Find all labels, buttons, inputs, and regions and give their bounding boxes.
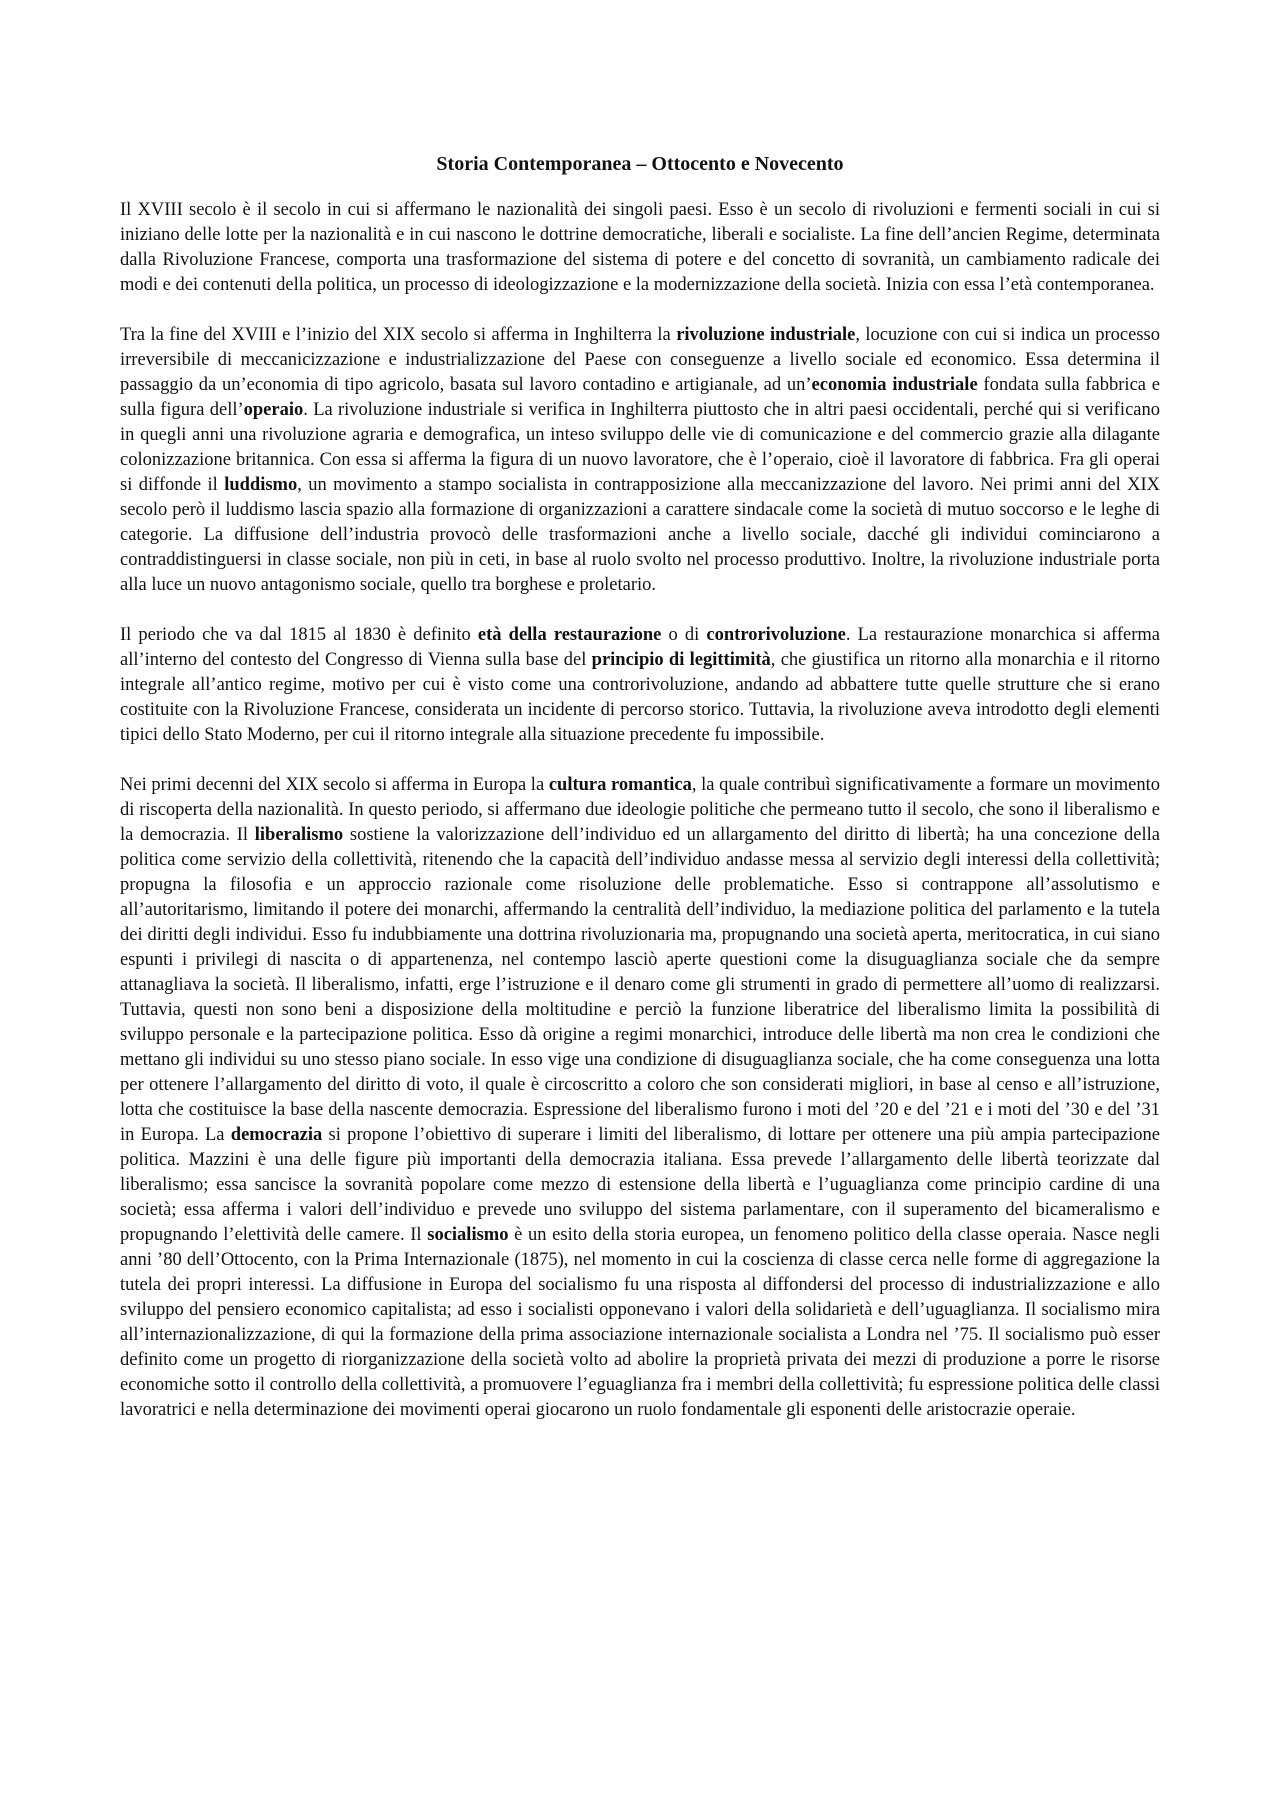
paragraph-text: si propone l’obiettivo di superare i limiti del liberalismo, di lottare per ottenere una più ampia partecipazione politica. Mazzini è una delle figure più importanti della democrazia italiana. Essa prevede l’allargamento delle libertà teorizzate dal liberalismo; essa sancisce la sovranità popolare come mezzo di estensione della libertà e l’uguaglianza come principio cardine di una società; essa afferma i valori dell’individuo e prevede uno sviluppo del sistema parlamentare, con il superamento del bicameralismo e propugnando l’elettività delle camere. Il	[120, 1125, 1160, 1245]
bold-term-operaio: operaio	[243, 400, 304, 420]
paragraph-text: Nei primi decenni del XIX secolo si afferma in Europa la	[120, 775, 549, 795]
paragraph-text: Il periodo che va dal 1815 al 1830 è definito	[120, 625, 478, 645]
bold-term-liberalismo: liberalismo	[254, 825, 344, 845]
paragraph-text: . La restaurazione monarchica si afferma all’interno del contesto del Congresso di Vienna sulla base del	[120, 625, 1161, 670]
bold-term-socialismo: socialismo	[427, 1225, 509, 1245]
paragraph-4	[120, 773, 1160, 1423]
paragraph-text: . La rivoluzione industriale si verifica in Inghilterra piuttosto che in altri paesi occidentali, perché qui si verificano in quegli anni una rivoluzione agraria e demografica, un inteso sviluppo delle vie di comunicazione e del commercio grazie alla dilagante colonizzazione britannica. Con essa si afferma la figura di un nuovo lavoratore, che è l’operaio, cioè il lavoratore di fabbrica. Fra gli operai si diffonde il	[120, 400, 1160, 495]
bold-term-eta-restaurazione: età della restaurazione	[477, 625, 662, 645]
paragraph-text: Il XVIII secolo è il secolo in cui si affermano le nazionalità dei singoli paesi. Esso è un secolo di rivoluzioni e fermenti sociali in cui si iniziano delle lotte per la nazionalità e in cui nascono le dottrine democratiche, liberali e socialiste. La fine dell’ancien Regime, determinata dalla Rivoluzione Francese, comporta una trasformazione del sistema di potere e del concetto di sovranità, un cambiamento radicale dei modi e dei contenuti della politica, un processo di ideologizzazione e la modernizzazione della società. Inizia con essa l’età contemporanea.	[120, 200, 1160, 295]
bold-term-economia-industriale: economia industriale	[811, 375, 978, 395]
bold-term-controrivoluzione: controrivoluzione	[706, 625, 846, 645]
bold-term-rivoluzione-industriale: rivoluzione industriale	[676, 325, 856, 345]
paragraph-text: sostiene la valorizzazione dell’individuo ed un allargamento del diritto di libertà; ha una concezione della politica come servizio della collettività, ritenendo che la capacità dell’individuo andasse messa al servizio degli interessi della collettività; propugna la filosofia e un approccio razionale come risoluzione delle problematiche. Esso si contrappone all’assolutismo e all’autoritarismo, limitando il potere dei monarchi, affermando la centralità dell’individuo, la mediazione politica del parlamento e la tutela dei diritti degli individui. Esso fu indubbiamente una dottrina rivoluzionaria ma, propugnando una società aperta, meritocratica, in cui siano espunti i privilegi di nascita o di appartenenza, nel contempo lasciò aperte questioni come la disuguaglianza sociale che da sempre attanagliava la società. Il liberalismo, infatti, erge l’istruzione e il denaro come gli strumenti in grado di permettere all’uomo di realizzarsi. Tuttavia, questi non sono beni a disposizione della moltitudine e perciò la funzione liberatrice del liberalismo limita la possibilità di sviluppo personale e la partecipazione politica. Esso dà origine a regimi monarchici, introduce delle libertà ma non crea le condizioni che mettano gli individui su uno stesso piano sociale. In esso vige una condizione di disuguaglianza sociale, che ha come conseguenza una lotta per ottenere l’allargamento del diritto di voto, il quale è circoscritto a coloro che son considerati migliori, in base al censo e all’istruzione, lotta che costituisce la base della nascente democrazia. Espressione del liberalismo furono i moti del ’20 e del ’21 e i moti del ’30 e del ’31 in Europa. La	[120, 825, 1160, 1145]
paragraph-text: , un movimento a stampo socialista in contrapposizione alla meccanizzazione del lavoro. Nei primi anni del XIX secolo però il luddismo lascia spazio alla formazione di organizzazioni a carattere sindacale come la società di mutuo soccorso e le leghe di categorie. La diffusione dell’industria provocò delle trasformazioni anche a livello sociale, dacché gli individui cominciarono a contraddistinguersi in classe sociale, non più in ceti, in base al ruolo svolto nel processo produttivo. Inoltre, la rivoluzione industriale porta alla luce un nuovo antagonismo sociale, quello tra borghese e proletario.	[120, 475, 1160, 595]
paragraph-text: , la quale contribuì significativamente a formare un movimento di riscoperta della nazionalità. In questo periodo, si affermano due ideologie politiche che permeano tutto il secolo, che sono il liberalismo e la democrazia. Il	[120, 775, 1161, 845]
bold-term-luddismo: luddismo	[224, 475, 298, 495]
paragraph-text: , locuzione con cui si indica un processo irreversibile di meccanicizzazione e industrializzazione del Paese con conseguenze a livello sociale ed economico. Essa determina il passaggio da un’economia di tipo agricolo, basata sul lavoro contadino e artigianale, ad un’	[120, 325, 1161, 395]
paragraph-text: è un esito della storia europea, un fenomeno politico della classe operaia. Nasce negli anni ’80 dell’Ottocento, con la Prima Internazionale (1875), nel momento in cui la coscienza di classe cerca nelle forme di aggregazione la tutela dei propri interessi. La diffusione in Europa del socialismo fu una risposta al diffondersi del processo di industrializzazione e allo sviluppo del pensiero economico capitalista; ad esso i socialisti opponevano i valori della solidarietà e dell’uguaglianza. Il socialismo mira all’internazionalizzazione, di qui la formazione della prima associazione internazionale socialista a Londra nel ’75. Il socialismo può esser definito come un progetto di riorganizzazione della società volto ad abolire la proprietà privata dei mezzi di produzione a porre le risorse economiche sotto il controllo della collettività, a promuovere l’eguaglianza fra i membri della collettività; fu espressione politica delle classi lavoratrici e nella determinazione dei movimenti operai giocarono un ruolo fondamentale gli esponenti delle aristocrazie operaie.	[120, 1225, 1160, 1420]
document-title: Storia Contemporanea – Ottocento e Novecento	[436, 153, 844, 175]
paragraph-text: , che giustifica un ritorno alla monarchia e il ritorno integrale all’antico regime, motivo per cui è visto come una controrivoluzione, andando ad abbattere tutte quelle strutture che si erano costituite con la Rivoluzione Francese, considerata un incidente di percorso storico. Tuttavia, la rivoluzione aveva introdotto degli elementi tipici dello Stato Moderno, per cui il ritorno integrale alla situazione precedente fu impossibile.	[120, 650, 1160, 745]
document-page	[120, 150, 1160, 1448]
paragraph-2	[120, 323, 1160, 598]
paragraph-text: Tra la fine del XVIII e l’inizio del XIX secolo si afferma in Inghilterra la	[120, 325, 677, 345]
paragraph-text: fondata sulla fabbrica e sulla figura dell’	[120, 375, 1160, 420]
paragraph-1	[120, 198, 1160, 298]
paragraph-text: o di	[661, 625, 707, 645]
bold-term-cultura-romantica: cultura romantica	[548, 775, 692, 795]
paragraph-3	[120, 623, 1160, 748]
bold-term-democrazia: democrazia	[230, 1125, 323, 1145]
bold-term-principio-legittimita: principio di legittimità	[591, 650, 771, 670]
